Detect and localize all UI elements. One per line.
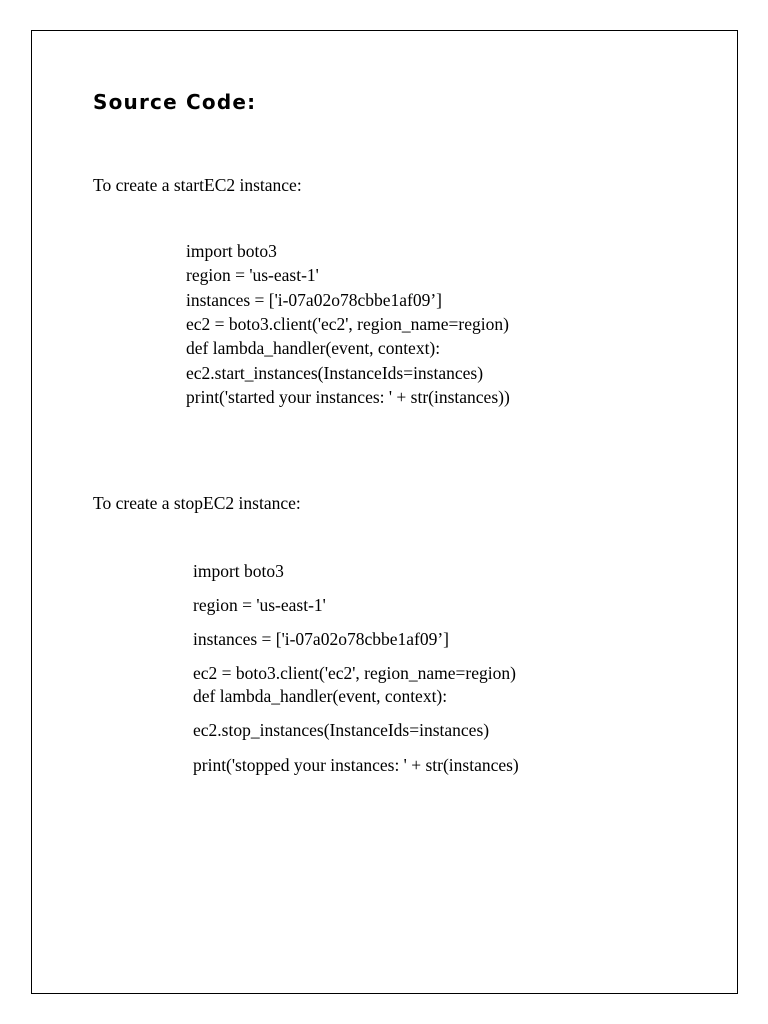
code-line: import boto3 bbox=[186, 241, 277, 261]
code-line: def lambda_handler(event, context): bbox=[193, 686, 448, 706]
code-line: import boto3 bbox=[193, 561, 284, 581]
code-line: print('started your instances: ' + str(instances)) bbox=[186, 387, 510, 407]
start-instance-intro: To create a startEC2 instance: bbox=[93, 175, 302, 195]
code-line: ec2 = boto3.client('ec2', region_name=region) bbox=[193, 663, 516, 683]
code-line: def lambda_handler(event, context): bbox=[186, 338, 441, 358]
section-heading: Source Code: bbox=[93, 90, 257, 114]
code-line: print('stopped your instances: ' + str(instances) bbox=[193, 755, 519, 775]
code-line: region = 'us-east-1' bbox=[186, 265, 319, 285]
code-line: region = 'us-east-1' bbox=[193, 595, 326, 615]
code-line: ec2.stop_instances(InstanceIds=instances) bbox=[193, 720, 490, 740]
code-line: instances = ['i-07a02o78cbbe1af09’] bbox=[193, 629, 449, 649]
stop-instance-intro: To create a stopEC2 instance: bbox=[93, 493, 301, 513]
code-line: ec2 = boto3.client('ec2', region_name=region) bbox=[186, 314, 509, 334]
code-line: instances = ['i-07a02o78cbbe1af09’] bbox=[186, 290, 442, 310]
code-line: ec2.start_instances(InstanceIds=instances) bbox=[186, 363, 484, 383]
